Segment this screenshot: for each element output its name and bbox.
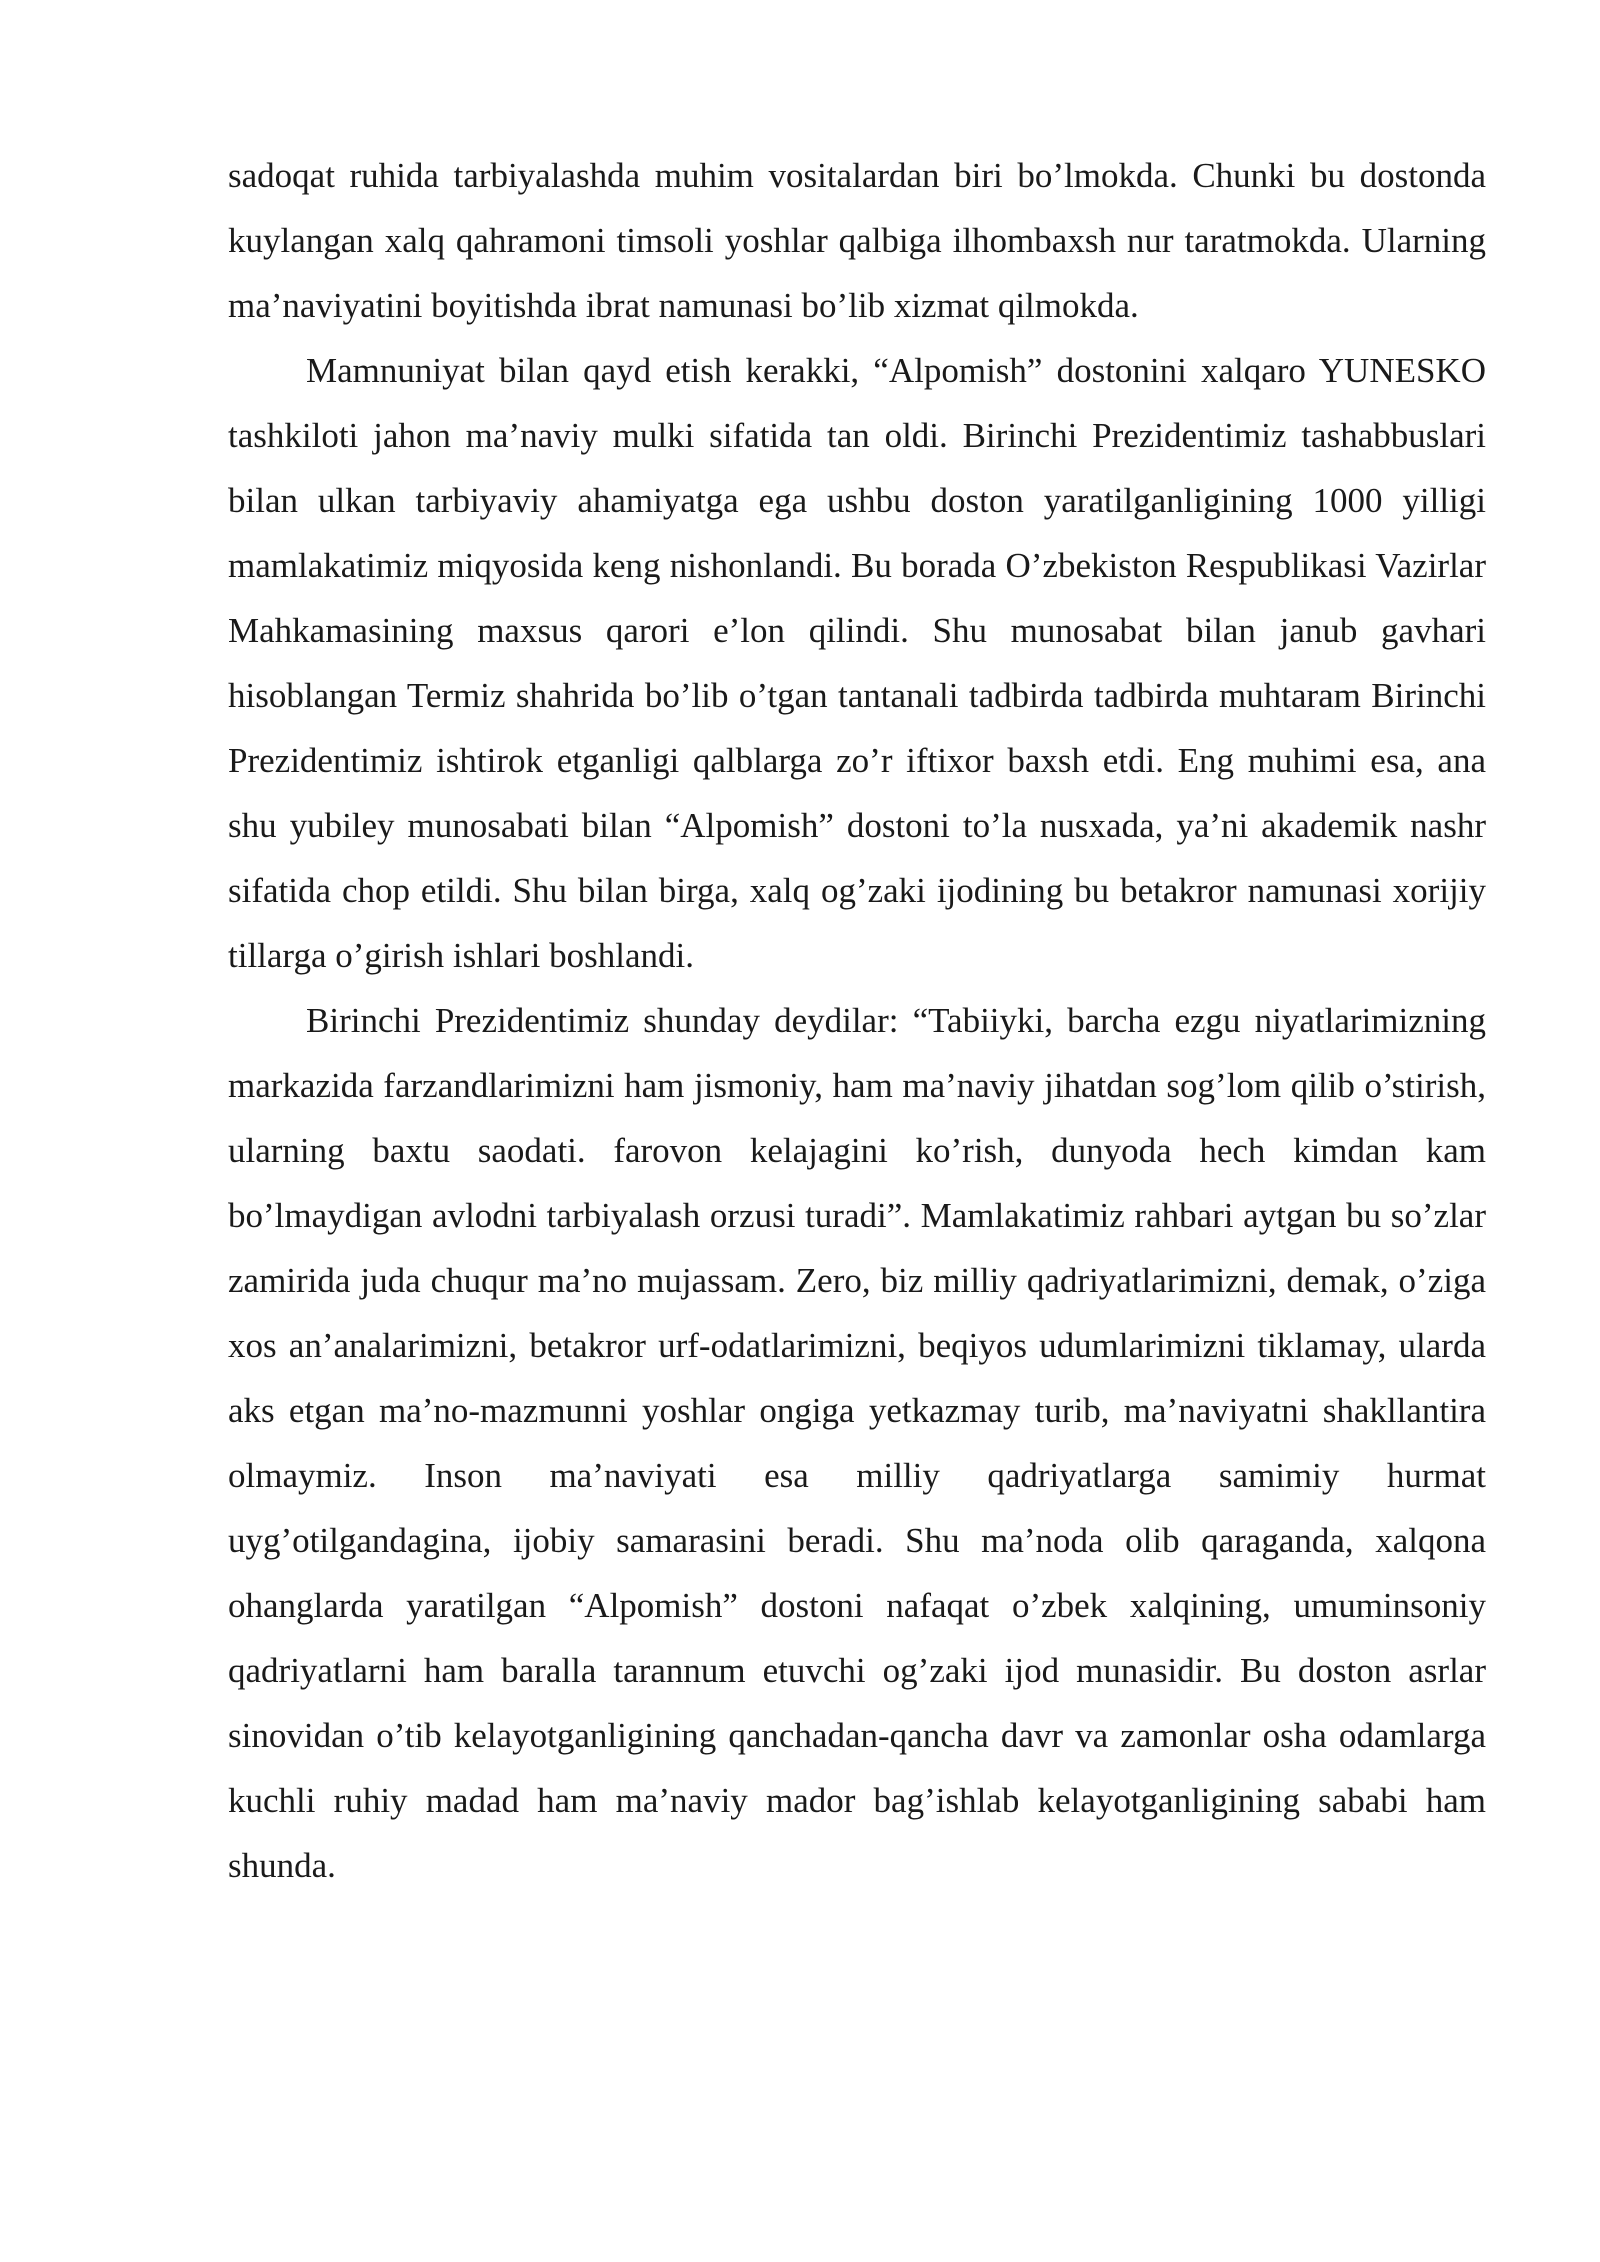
paragraph: Birinchi Prezidentimiz shunday deydilar: “Tabiiyki, barcha ezgu niyatlarimizning markazida farzandlarimizni ham jismoniy, ham ma’naviy jihatdan sog’lom qilib o’stirish, ularning baxtu saodati. farovon kelajagini ko’rish, dunyoda hech kimdan kam bo’lmaydigan avlodni tarbiyalash orzusi turadi”. Mamlakatimiz rahbari aytgan bu so’zlar zamirida juda chuqur ma’no mujassam. Zero, biz milliy qadriyatlarimizni, demak, o’ziga xos an’analarimizni, betakror urf-odatlarimizni, beqiyos udumlarimizni tiklamay, ularda aks etgan ma’no-mazmunni yoshlar ongiga yetkazmay turib, ma’naviyatni shakllantira olmaymiz. Inson ma’naviyati esa milliy qadriyatlarga samimiy hurmat uyg’otilgandagina, ijobiy samarasini beradi. Shu ma’noda olib qaraganda, xalqona ohanglarda yaratilgan “Alpomish” dostoni nafaqat o’zbek xalqining, umuminsoniy qadriyatlarni ham baralla tarannum etuvchi og’zaki ijod munasidir. Bu doston asrlar sinovidan o’tib kelayotganligining qanchadan-qancha davr va zamonlar osha odamlarga kuchli ruhiy madad ham ma’naviy mador bag’ishlab kelayotganligining sababi ham shunda. xyxy=(228,1001,1486,1885)
document-page xyxy=(228,143,1486,1898)
paragraph: Mamnuniyat bilan qayd etish kerakki, “Alpomish” dostonini xalqaro YUNESKO tashkiloti jahon ma’naviy mulki sifatida tan oldi. Birinchi Prezidentimiz tashabbuslari bilan ulkan tarbiyaviy ahamiyatga ega ushbu doston yaratilganligining 1000 yilligi mamlakatimiz miqyosida keng nishonlandi. Bu borada O’zbekiston Respublikasi Vazirlar Mahkamasining maxsus qarori e’lon qilindi. Shu munosabat bilan janub gavhari hisoblangan Termiz shahrida bo’lib o’tgan tantanali tadbirda tadbirda muhtaram Birinchi Prezidentimiz ishtirok etganligi qalblarga zo’r iftixor baxsh etdi. Eng muhimi esa, ana shu yubiley munosabati bilan “Alpomish” dostoni to’la nusxada, ya’ni akademik nashr sifatida chop etildi. Shu bilan birga, xalq og’zaki ijodining bu betakror namunasi xorijiy tillarga o’girish ishlari boshlandi. xyxy=(228,351,1486,975)
paragraph: sadoqat ruhida tarbiyalashda muhim vositalardan biri bo’lmokda. Chunki bu dostonda kuylangan xalq qahramoni timsoli yoshlar qalbiga ilhombaxsh nur taratmokda. Ularning ma’naviyatini boyitishda ibrat namunasi bo’lib xizmat qilmokda. xyxy=(228,156,1486,325)
